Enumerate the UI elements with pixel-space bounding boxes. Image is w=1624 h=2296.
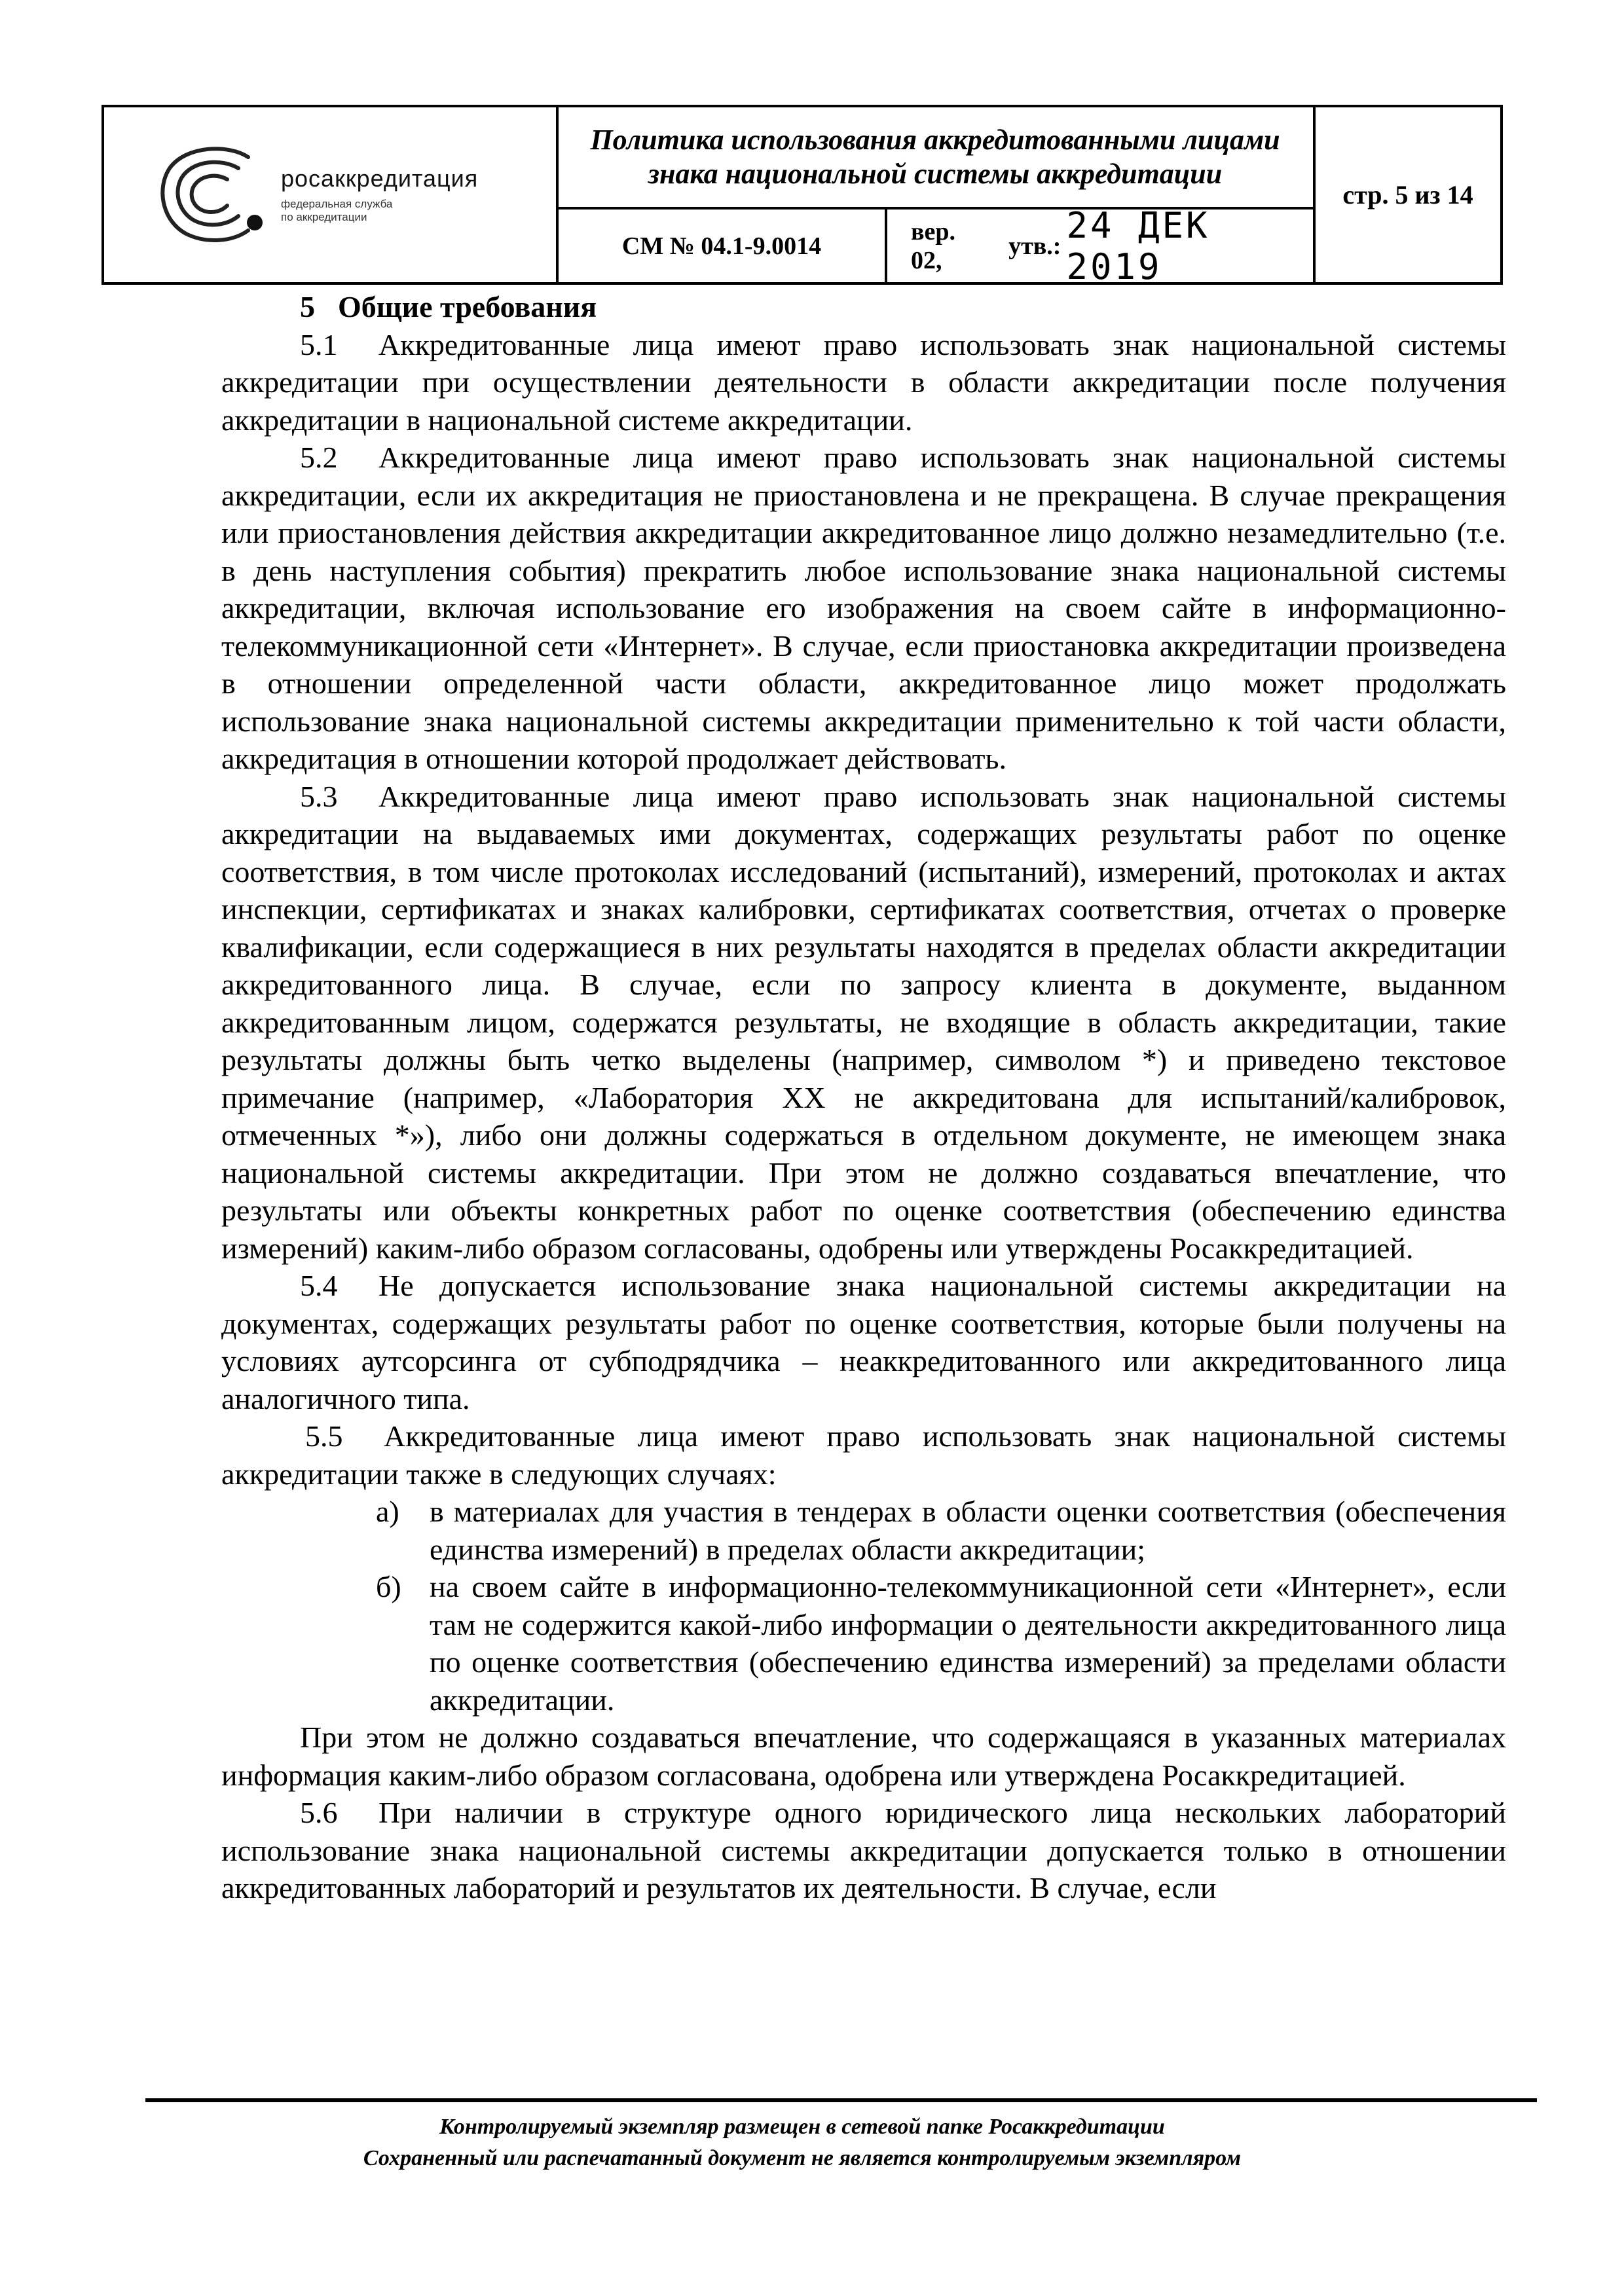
org-name: росаккредитация xyxy=(281,165,479,192)
document-title xyxy=(559,107,1312,207)
paragraph-5-4: 5.4 Не допускается использование знака национальной системы аккредитации на документах, содержащих результаты работ по оценке соответствия, которые были получены на условиях аутсорсинга от субподрядчика – неаккредитованного или аккредитованного лица аналогичного типа. xyxy=(221,1269,1506,1415)
document-header xyxy=(101,105,1503,285)
section-number: 5 xyxy=(300,290,315,323)
document-body xyxy=(221,288,1506,1907)
paragraph-5-3: 5.3 Аккредитованные лица имеют право использовать знак национальной системы аккредитации на выдаваемых ими документах, содержащих результаты работ по оценке соответствия, в том числе протоколах исследований (испытаний), измерений, протоколах и актах инспекции, сертификатах и знаках калибровки, сертификатах соответствия, отчетах о проверке квалификации, если содержащиеся в них результаты находятся в пределах области аккредитации аккредитованного лица. В случае, если по запросу клиента в документе, выданном аккредитованным лицом, содержатся результаты, не входящие в область аккредитации, такие результаты должны быть четко выделены (например, символом *) и приведено текстовое примечание (например, «Лаборатория XX не аккредитована для испытаний/калибровок, отмеченных *»), либо они должны содержаться в отдельном документе, не имеющем знака национальной системы аккредитации. При этом не должно создаваться впечатление, что результаты или объекты конкретных работ по оценке соответствия (обеспечению единства измерений) каким-либо образом согласованы, одобрены или утверждены Росаккредитацией. xyxy=(221,779,1506,1265)
list-item: б) на своем сайте в информационно-телекоммуникационной сети «Интернет», если там не содержится какой-либо информации о деятельности аккредитованного лица по оценке соответствия (обеспечению единства измерений) за пределами области аккредитации. xyxy=(376,1570,1506,1717)
logo-block xyxy=(104,107,556,282)
approved-date-stamp: 24 ДЕК 2019 xyxy=(1066,204,1210,287)
paragraph-5-2: 5.2 Аккредитованные лица имеют право использовать знак национальной системы аккредитации, если их аккредитация не приостановлена и не прекращена. В случае прекращения или приостановления действия аккредитации аккредитованное лицо должно незамедлительно (т.е. в день наступления события) прекратить любое использование знака национальной системы аккредитации, включая использование его изображения на своем сайте в информационно-телекоммуникационной сети «Интернет». В случае, если приостановка аккредитации произведена в отношении определенной части области, аккредитованное лицо может продолжать использование знака национальной системы аккредитации применительно к той части области, аккредитация в отношении которой продолжает действовать. xyxy=(221,441,1506,775)
title-line-2: знака национальной системы аккредитации xyxy=(648,158,1223,190)
paragraph-5-6: 5.6 При наличии в структуре одного юридического лица нескольких лабораторий использование знака национальной системы аккредитации допускается только в отношении аккредитованных лабораторий и результатов их деятельности. В случае, если xyxy=(221,1796,1506,1904)
footer-line-1: Контролируемый экземпляр размещен в сетевой папке Росаккредитации xyxy=(439,2115,1165,2139)
document-footer xyxy=(101,2111,1503,2174)
version-cell xyxy=(887,204,1313,287)
paragraph-5-5-note: При этом не должно создаваться впечатление, что содержащаяся в указанных материалах информация каким-либо образом согласована, одобрена или утверждена Росаккредитацией. xyxy=(221,1721,1506,1792)
paragraph-5-1: 5.1 Аккредитованные лица имеют право использовать знак национальной системы аккредитации при осуществлении деятельности в области аккредитации после получения аккредитации в национальной системе аккредитации. xyxy=(221,327,1506,437)
document-number: СМ № 04.1-9.0014 xyxy=(621,232,822,260)
version: вер. 02, xyxy=(911,217,956,274)
paragraph-5-5: 5.5 Аккредитованные лица имеют право использовать знак национальной системы аккредитации также в следующих случаях: xyxy=(221,1419,1506,1491)
title-line-1: Политика использования аккредитованными лицами xyxy=(590,124,1280,156)
list-item: а) в материалах для участия в тендерах в области оценки соответствия (обеспечения единства измерений) в пределах области аккредитации; xyxy=(376,1495,1506,1566)
org-subtitle: федеральная служба по аккредитации xyxy=(281,198,393,223)
footer-line-2: Сохраненный или распечатанный документ не является контролируемым экземпляром xyxy=(363,2146,1242,2170)
page-number: стр. 5 из 14 xyxy=(1342,180,1473,210)
approved-label: утв.: xyxy=(1008,232,1061,260)
rosaccreditation-logo-icon xyxy=(150,139,274,250)
footer-divider xyxy=(145,2098,1537,2102)
section-title: Общие требования xyxy=(338,290,597,323)
section-heading xyxy=(221,288,1506,326)
